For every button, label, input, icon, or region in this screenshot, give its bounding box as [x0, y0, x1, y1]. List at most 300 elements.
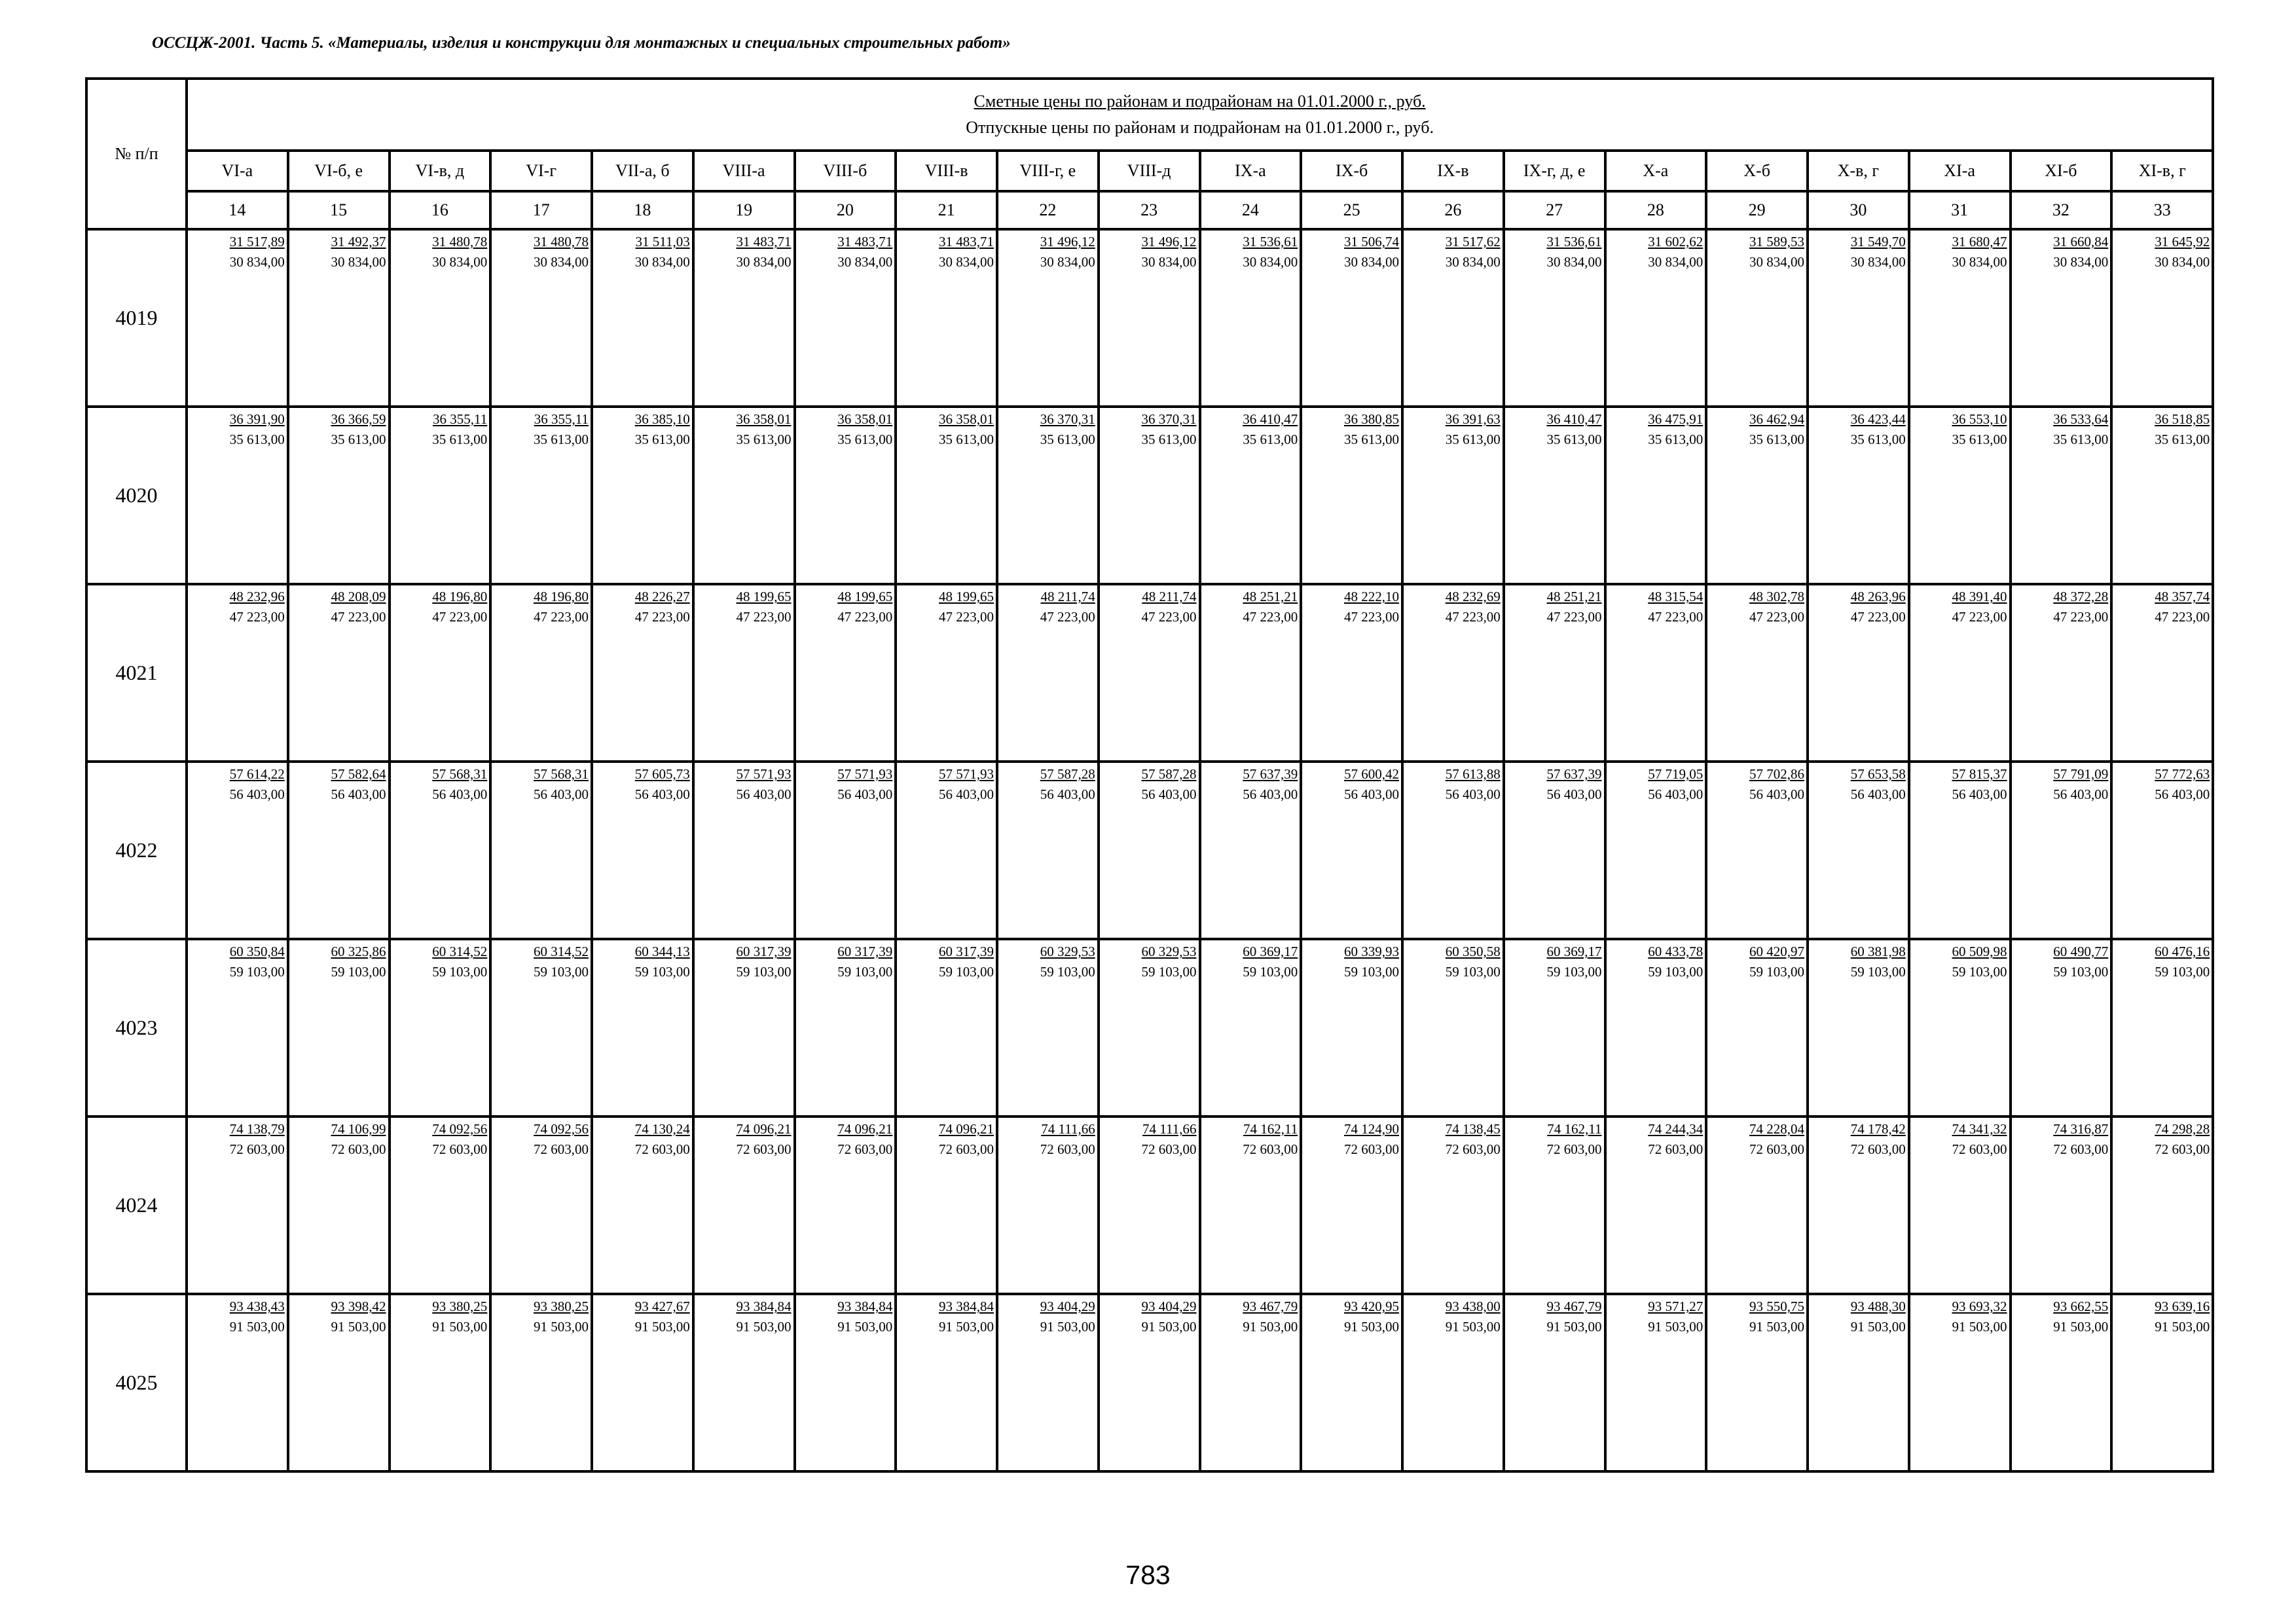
price-cell	[390, 229, 491, 407]
estimate-price: 36 355,11	[534, 411, 589, 427]
release-price: 91 503,00	[432, 1319, 488, 1335]
estimate-price: 74 244,34	[1648, 1121, 1704, 1137]
estimate-price: 93 398,42	[331, 1299, 386, 1314]
column-number: 16	[390, 191, 491, 229]
estimate-price: 60 433,78	[1648, 944, 1704, 959]
column-header: VIII-в	[896, 151, 997, 191]
estimate-price: 60 329,53	[1141, 944, 1197, 959]
price-cell	[997, 407, 1099, 584]
column-header: X-а	[1605, 151, 1707, 191]
price-cell	[1402, 1116, 1504, 1294]
estimate-price: 57 791,09	[2053, 766, 2109, 782]
release-price: 72 603,00	[1141, 1141, 1197, 1157]
price-cell	[1605, 407, 1707, 584]
estimate-price: 36 358,01	[837, 411, 893, 427]
release-price: 35 613,00	[229, 432, 285, 447]
estimate-price: 36 410,47	[1243, 411, 1298, 427]
price-cell	[1301, 1294, 1402, 1471]
release-price: 30 834,00	[1445, 254, 1501, 270]
estimate-price: 93 488,30	[1850, 1299, 1906, 1314]
release-price: 91 503,00	[1546, 1319, 1602, 1335]
estimate-price: 57 587,28	[1141, 766, 1197, 782]
estimate-price: 36 380,85	[1344, 411, 1399, 427]
price-cell	[1301, 1116, 1402, 1294]
price-cell	[187, 1116, 288, 1294]
column-number: 25	[1301, 191, 1402, 229]
price-cell	[2111, 229, 2213, 407]
estimate-price: 57 568,31	[432, 766, 488, 782]
price-cell	[1504, 939, 1605, 1116]
release-price: 56 403,00	[1546, 786, 1602, 802]
column-header: VI-г	[490, 151, 592, 191]
estimate-price: 60 314,52	[432, 944, 488, 959]
price-cell	[795, 229, 896, 407]
column-number: 27	[1504, 191, 1605, 229]
price-cell	[1909, 1294, 2011, 1471]
estimate-price: 48 226,27	[634, 589, 690, 604]
estimate-price: 93 380,25	[432, 1299, 488, 1314]
price-cell	[2111, 762, 2213, 939]
price-cell	[1706, 1116, 1808, 1294]
release-price: 59 103,00	[1040, 964, 1095, 980]
column-header: IX-б	[1301, 151, 1402, 191]
column-header: VIII-д	[1099, 151, 1200, 191]
estimate-price: 74 106,99	[331, 1121, 386, 1137]
price-cell	[2111, 407, 2213, 584]
release-price: 91 503,00	[229, 1319, 285, 1335]
estimate-price: 60 317,39	[939, 944, 994, 959]
release-price: 30 834,00	[1749, 254, 1804, 270]
release-price: 35 613,00	[1850, 432, 1906, 447]
price-cell	[693, 1116, 795, 1294]
estimate-price: 60 420,97	[1749, 944, 1804, 959]
table-row	[86, 229, 2213, 407]
price-cell	[1909, 407, 2011, 584]
release-price: 47 223,00	[837, 609, 893, 625]
estimate-price: 74 096,21	[939, 1121, 994, 1137]
release-price: 35 613,00	[1648, 432, 1704, 447]
price-cell	[1301, 584, 1402, 762]
price-cell	[288, 229, 390, 407]
estimate-price: 74 092,56	[534, 1121, 589, 1137]
release-price: 56 403,00	[2155, 786, 2210, 802]
estimate-price: 60 369,17	[1546, 944, 1602, 959]
release-price: 47 223,00	[1546, 609, 1602, 625]
estimate-price: 36 358,01	[736, 411, 792, 427]
estimate-price: 60 314,52	[534, 944, 589, 959]
estimate-price: 31 483,71	[837, 234, 893, 249]
estimate-price: 31 517,89	[229, 234, 285, 249]
estimate-price: 48 263,96	[1850, 589, 1906, 604]
estimate-price: 93 384,84	[939, 1299, 994, 1314]
price-cell	[2111, 1294, 2213, 1471]
price-cell	[693, 939, 795, 1116]
release-price: 72 603,00	[331, 1141, 386, 1157]
column-number: 14	[187, 191, 288, 229]
estimate-price: 48 208,09	[331, 589, 386, 604]
release-price: 47 223,00	[1141, 609, 1197, 625]
price-cell	[1605, 762, 1707, 939]
release-price: 56 403,00	[736, 786, 792, 802]
row-number-header: № п/п	[86, 79, 187, 229]
estimate-price: 93 571,27	[1648, 1299, 1704, 1314]
release-price: 59 103,00	[432, 964, 488, 980]
release-price: 59 103,00	[837, 964, 893, 980]
column-header: VIII-б	[795, 151, 896, 191]
release-price: 59 103,00	[1749, 964, 1804, 980]
estimate-price: 48 196,80	[534, 589, 589, 604]
release-price: 59 103,00	[2053, 964, 2109, 980]
column-header: X-б	[1706, 151, 1808, 191]
estimate-price: 74 162,11	[1243, 1121, 1298, 1137]
release-price: 72 603,00	[1749, 1141, 1804, 1157]
estimate-price: 57 600,42	[1344, 766, 1399, 782]
release-price: 56 403,00	[634, 786, 690, 802]
release-price: 91 503,00	[1445, 1319, 1501, 1335]
estimate-price: 93 693,32	[1952, 1299, 2007, 1314]
price-cell	[1402, 407, 1504, 584]
price-cell	[795, 584, 896, 762]
column-header: XI-в, г	[2111, 151, 2213, 191]
price-cell	[1808, 407, 1909, 584]
price-cell	[1504, 584, 1605, 762]
estimate-price: 48 232,69	[1445, 589, 1501, 604]
estimate-price: 31 536,61	[1243, 234, 1298, 249]
estimate-price: 74 228,04	[1749, 1121, 1804, 1137]
estimate-price: 93 662,55	[2053, 1299, 2109, 1314]
release-price: 47 223,00	[1445, 609, 1501, 625]
estimate-price: 36 358,01	[939, 411, 994, 427]
release-price: 72 603,00	[939, 1141, 994, 1157]
price-cell	[997, 939, 1099, 1116]
price-table	[85, 77, 2214, 1473]
release-price: 91 503,00	[331, 1319, 386, 1335]
estimate-price: 93 438,00	[1445, 1299, 1501, 1314]
release-price: 91 503,00	[837, 1319, 893, 1335]
estimate-price: 36 410,47	[1546, 411, 1602, 427]
price-cell	[490, 939, 592, 1116]
estimate-price: 93 639,16	[2155, 1299, 2210, 1314]
estimate-price: 31 480,78	[534, 234, 589, 249]
price-cell	[490, 584, 592, 762]
estimate-price: 48 357,74	[2155, 589, 2210, 604]
estimate-price: 60 339,93	[1344, 944, 1399, 959]
column-header: VI-в, д	[390, 151, 491, 191]
estimate-price: 31 645,92	[2155, 234, 2210, 249]
release-price: 35 613,00	[634, 432, 690, 447]
estimate-price: 74 096,21	[837, 1121, 893, 1137]
release-price: 91 503,00	[1243, 1319, 1298, 1335]
release-price: 35 613,00	[1141, 432, 1197, 447]
release-price: 91 503,00	[1952, 1319, 2007, 1335]
estimate-price: 93 384,84	[837, 1299, 893, 1314]
table-title	[187, 79, 2213, 151]
price-cell	[2011, 762, 2112, 939]
price-cell	[1402, 229, 1504, 407]
price-cell	[1099, 1116, 1200, 1294]
estimate-price: 57 815,37	[1952, 766, 2007, 782]
release-price: 30 834,00	[837, 254, 893, 270]
price-cell	[1301, 939, 1402, 1116]
estimate-price: 93 380,25	[534, 1299, 589, 1314]
price-cell	[1200, 762, 1302, 939]
price-cell	[1808, 939, 1909, 1116]
row-number: 4024	[86, 1116, 187, 1294]
estimate-price: 74 316,87	[2053, 1121, 2109, 1137]
release-price: 30 834,00	[331, 254, 386, 270]
price-cell	[1504, 1294, 1605, 1471]
estimate-price: 31 602,62	[1648, 234, 1704, 249]
estimate-price: 31 480,78	[432, 234, 488, 249]
release-price: 47 223,00	[2155, 609, 2210, 625]
column-header: XI-а	[1909, 151, 2011, 191]
estimate-price: 74 138,45	[1445, 1121, 1501, 1137]
estimate-price: 57 719,05	[1648, 766, 1704, 782]
column-header: IX-г, д, е	[1504, 151, 1605, 191]
price-cell	[2011, 229, 2112, 407]
column-header: IX-а	[1200, 151, 1302, 191]
release-price: 30 834,00	[939, 254, 994, 270]
estimate-price: 57 637,39	[1243, 766, 1298, 782]
price-cell	[2011, 1116, 2112, 1294]
price-cell	[592, 407, 693, 584]
release-price: 30 834,00	[1040, 254, 1095, 270]
release-price: 59 103,00	[1648, 964, 1704, 980]
estimate-price: 60 381,98	[1850, 944, 1906, 959]
estimate-price: 57 605,73	[634, 766, 690, 782]
table-row	[86, 1294, 2213, 1471]
price-cell	[288, 1294, 390, 1471]
release-price: 35 613,00	[736, 432, 792, 447]
price-cell	[1301, 762, 1402, 939]
estimate-price: 57 587,28	[1040, 766, 1095, 782]
release-price: 72 603,00	[634, 1141, 690, 1157]
row-number: 4025	[86, 1294, 187, 1471]
price-cell	[1605, 1116, 1707, 1294]
table-row	[86, 762, 2213, 939]
estimate-price: 36 385,10	[634, 411, 690, 427]
release-price: 35 613,00	[432, 432, 488, 447]
estimate-price: 93 427,67	[634, 1299, 690, 1314]
price-cell	[795, 1294, 896, 1471]
price-cell	[1808, 1294, 1909, 1471]
release-price: 91 503,00	[1141, 1319, 1197, 1335]
release-price: 35 613,00	[1546, 432, 1602, 447]
release-price: 35 613,00	[2053, 432, 2109, 447]
estimate-price: 36 370,31	[1141, 411, 1197, 427]
row-number: 4023	[86, 939, 187, 1116]
estimate-price: 60 509,98	[1952, 944, 2007, 959]
price-cell	[1504, 407, 1605, 584]
price-cell	[1605, 939, 1707, 1116]
price-cell	[1808, 1116, 1909, 1294]
estimate-price: 60 476,16	[2155, 944, 2210, 959]
price-cell	[896, 939, 997, 1116]
price-cell	[1605, 584, 1707, 762]
release-price: 35 613,00	[2155, 432, 2210, 447]
row-number: 4021	[86, 584, 187, 762]
estimate-price: 60 350,58	[1445, 944, 1501, 959]
price-cell	[2011, 584, 2112, 762]
release-price: 47 223,00	[1749, 609, 1804, 625]
release-price: 56 403,00	[534, 786, 589, 802]
release-price: 59 103,00	[1243, 964, 1298, 980]
price-cell	[1504, 229, 1605, 407]
price-cell	[693, 1294, 795, 1471]
estimate-price: 60 325,86	[331, 944, 386, 959]
price-cell	[490, 1294, 592, 1471]
estimate-price: 60 329,53	[1040, 944, 1095, 959]
release-price: 72 603,00	[1952, 1141, 2007, 1157]
table-row	[86, 1116, 2213, 1294]
price-cell	[187, 407, 288, 584]
estimate-price: 31 660,84	[2053, 234, 2109, 249]
row-number: 4020	[86, 407, 187, 584]
release-price: 56 403,00	[1648, 786, 1704, 802]
release-price: 72 603,00	[1648, 1141, 1704, 1157]
price-cell	[2111, 584, 2213, 762]
price-cell	[1706, 1294, 1808, 1471]
column-number: 21	[896, 191, 997, 229]
release-price: 91 503,00	[1749, 1319, 1804, 1335]
price-cell	[693, 407, 795, 584]
price-cell	[1909, 762, 2011, 939]
price-cell	[1909, 939, 2011, 1116]
column-number: 32	[2011, 191, 2112, 229]
release-price: 56 403,00	[1952, 786, 2007, 802]
price-cell	[390, 1116, 491, 1294]
price-cell	[1200, 1294, 1302, 1471]
column-header: IX-в	[1402, 151, 1504, 191]
price-cell	[1402, 584, 1504, 762]
estimate-price: 93 467,79	[1546, 1299, 1602, 1314]
price-cell	[896, 229, 997, 407]
estimate-price: 31 483,71	[939, 234, 994, 249]
price-cell	[2011, 407, 2112, 584]
release-price: 35 613,00	[1040, 432, 1095, 447]
release-price: 47 223,00	[1344, 609, 1399, 625]
price-cell	[1402, 1294, 1504, 1471]
price-cell	[592, 229, 693, 407]
price-cell	[288, 939, 390, 1116]
estimate-price: 74 130,24	[634, 1121, 690, 1137]
column-number: 33	[2111, 191, 2213, 229]
estimate-price: 31 492,37	[331, 234, 386, 249]
release-price: 56 403,00	[1243, 786, 1298, 802]
table-row	[86, 407, 2213, 584]
column-number: 30	[1808, 191, 1909, 229]
release-price: 59 103,00	[1952, 964, 2007, 980]
release-price: 56 403,00	[1344, 786, 1399, 802]
estimate-price: 60 490,77	[2053, 944, 2109, 959]
price-cell	[795, 762, 896, 939]
column-header: VII-а, б	[592, 151, 693, 191]
release-price: 35 613,00	[1952, 432, 2007, 447]
column-header: X-в, г	[1808, 151, 1909, 191]
release-price: 35 613,00	[1344, 432, 1399, 447]
release-price: 30 834,00	[229, 254, 285, 270]
release-price: 56 403,00	[837, 786, 893, 802]
price-cell	[1605, 229, 1707, 407]
release-price: 47 223,00	[1040, 609, 1095, 625]
price-cell	[1706, 939, 1808, 1116]
price-cell	[896, 584, 997, 762]
release-price: 30 834,00	[432, 254, 488, 270]
estimate-price: 36 533,64	[2053, 411, 2109, 427]
price-cell	[1706, 229, 1808, 407]
estimate-price: 57 571,93	[939, 766, 994, 782]
estimate-price: 48 211,74	[1040, 589, 1095, 604]
release-price: 91 503,00	[939, 1319, 994, 1335]
estimate-price: 31 517,62	[1445, 234, 1501, 249]
release-price: 47 223,00	[432, 609, 488, 625]
column-number: 18	[592, 191, 693, 229]
release-price: 59 103,00	[229, 964, 285, 980]
estimate-price: 48 315,54	[1648, 589, 1704, 604]
table-row	[86, 939, 2213, 1116]
release-price: 72 603,00	[1850, 1141, 1906, 1157]
price-cell	[693, 584, 795, 762]
release-price: 47 223,00	[1243, 609, 1298, 625]
release-price: 72 603,00	[432, 1141, 488, 1157]
price-cell	[490, 762, 592, 939]
release-price: 72 603,00	[2053, 1141, 2109, 1157]
page-number: 783	[1125, 1560, 1171, 1590]
price-cell	[187, 229, 288, 407]
price-cell	[592, 1294, 693, 1471]
estimate-price: 48 372,28	[2053, 589, 2109, 604]
release-price: 35 613,00	[837, 432, 893, 447]
release-price: 56 403,00	[229, 786, 285, 802]
estimate-price: 36 391,63	[1445, 411, 1501, 427]
estimate-price: 48 251,21	[1243, 589, 1298, 604]
estimate-price: 74 138,79	[229, 1121, 285, 1137]
table-row	[86, 584, 2213, 762]
release-price: 56 403,00	[1141, 786, 1197, 802]
estimate-price: 48 211,74	[1142, 589, 1197, 604]
price-cell	[1099, 229, 1200, 407]
release-price: 30 834,00	[1243, 254, 1298, 270]
price-cell	[390, 939, 491, 1116]
release-price: 59 103,00	[1546, 964, 1602, 980]
price-cell	[1099, 762, 1200, 939]
release-price: 59 103,00	[534, 964, 589, 980]
price-cell	[997, 1294, 1099, 1471]
estimate-price: 74 162,11	[1547, 1121, 1602, 1137]
price-cell	[1504, 762, 1605, 939]
price-cell	[1099, 407, 1200, 584]
release-price: 59 103,00	[736, 964, 792, 980]
estimate-price: 57 614,22	[229, 766, 285, 782]
price-cell	[2011, 939, 2112, 1116]
release-price: 56 403,00	[331, 786, 386, 802]
estimate-price: 48 251,21	[1546, 589, 1602, 604]
price-cell	[288, 407, 390, 584]
price-cell	[490, 407, 592, 584]
release-price: 72 603,00	[837, 1141, 893, 1157]
estimate-price: 48 199,65	[736, 589, 792, 604]
price-cell	[592, 762, 693, 939]
price-cell	[795, 939, 896, 1116]
column-number-row	[86, 191, 2213, 229]
price-cell	[390, 584, 491, 762]
release-price: 91 503,00	[1344, 1319, 1399, 1335]
release-price: 91 503,00	[634, 1319, 690, 1335]
release-price: 30 834,00	[1850, 254, 1906, 270]
release-price: 47 223,00	[229, 609, 285, 625]
price-cell	[592, 584, 693, 762]
price-cell	[1504, 1116, 1605, 1294]
